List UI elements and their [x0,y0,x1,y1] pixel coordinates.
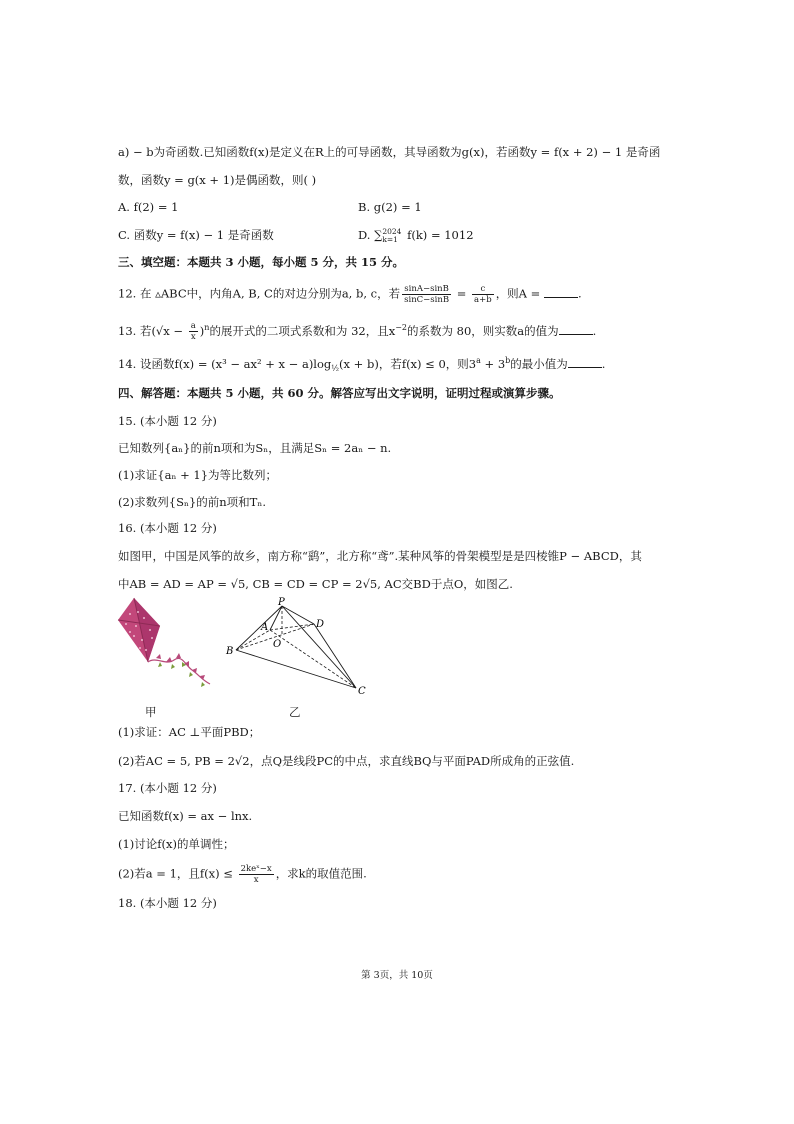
q13-post2: 的系数为 80，则实数a的值为 [407,323,559,338]
q14-sup-b: b [505,356,511,365]
figure-label-yi: 乙 [289,705,301,719]
q12-eq: = [453,286,471,301]
q13-pre: 13. 若(√x − [118,323,187,338]
q14-pre: 14. 设函数f(x) = (x³ − ax² + x − a)log [118,356,332,371]
q15-part1: (1)求证{aₙ + 1}为等比数列； [118,468,278,482]
q13-answer-blank [559,323,593,335]
section-3-heading: 三、填空题：本题共 3 小题，每小题 5 分，共 15 分。 [118,255,405,269]
q17-stem: 已知函数f(x) = ax − lnx. [118,809,253,823]
q16-part1: (1)求证：AC ⊥平面PBD； [118,725,261,739]
q13-post: 的展开式的二项式系数和为 32，且x [209,323,396,338]
q13-frac-num: a [190,321,196,332]
q12 [118,284,582,305]
q11-line1: a) − b为奇函数.已知函数f(x)是定义在R上的可导函数，其导函数为g(x)，若函数y = f(x + 2) − 1 是奇函 [118,145,661,159]
point-a: A [261,622,269,633]
q11-option-d [358,227,474,244]
q12-answer-blank [544,286,578,298]
q12-frac2-den: a+b [474,295,492,305]
q13-sup: n [204,323,210,332]
q16-line2: 中AB = AD = AP = √5, CB = CD = CP = 2√5, AC交BD于点O，如图乙. [118,577,513,591]
q12-post: ，则A = [495,286,544,301]
q13 [118,320,596,342]
q17-part1: (1)讨论f(x)的单调性； [118,837,235,851]
q12-pre: 12. 在 ▵ABC中，内角A, B, C的对边分别为a, b, c，若 [118,286,401,301]
q14-answer-blank [568,356,602,368]
q16-heading: 16. (本小题 12 分) [118,521,217,535]
q17-part2 [118,864,367,885]
q11-option-d-pre: D. ∑ [358,228,383,242]
q11-option-a: A. f(2) = 1 [118,200,179,214]
q12-end: . [577,286,582,301]
q16-line1: 如图甲，中国是风筝的故乡，南方称“鹞”，北方称“鸢”.某种风筝的骨架模型是是四棱锥P − ABCD，其 [118,549,642,563]
section-4-heading: 四、解答题：本题共 5 小题，共 60 分。解答应写出文字说明，证明过程或演算步骤。 [118,386,561,400]
q11-option-d-sub: k=1 [382,235,398,244]
q13-close: ) [199,323,205,338]
point-p: P [278,597,285,608]
q14-post: 的最小值为 [510,356,568,371]
q17-part2-post: ，求k的取值范围. [275,866,367,881]
q16-part2: (2)若AC = 5, PB = 2√2，点Q是线段PC的中点，求直线BQ与平面PAD所成角的正弦值. [118,754,575,768]
q11-option-b: B. g(2) = 1 [358,200,422,214]
q14 [118,353,605,377]
point-d: D [316,619,325,630]
pyramid-figure [222,596,382,700]
q14-sub: ½ [331,364,340,374]
q15-part2: (2)求数列{Sₙ}的前n项和Tₙ. [118,495,266,509]
q15-heading: 15. (本小题 12 分) [118,414,217,428]
q14-mid2: + 3 [480,356,506,371]
figure-label-jia: 甲 [145,705,157,719]
q17-heading: 17. (本小题 12 分) [118,781,217,795]
point-c: C [358,686,366,697]
q13-frac-den: x [190,332,196,343]
q14-end: . [601,356,606,371]
q12-frac2-num: c [472,284,494,295]
q14-mid: (x + b)，若f(x) ≤ 0，则3 [339,356,477,371]
q17-frac-num: 2keˣ−x [240,864,272,874]
kite-figure [112,596,222,696]
kite-tail [148,658,210,684]
point-o: O [273,639,282,650]
point-b: B [226,646,234,657]
q17-frac-den: x [253,875,259,885]
q11-option-c: C. 函数y = f(x) − 1 是奇函数 [118,228,274,242]
q15-stem: 已知数列{aₙ}的前n项和为Sₙ，且满足Sₙ = 2aₙ − n. [118,441,392,455]
q11-option-d-post: f(k) = 1012 [403,228,474,242]
q11-option-d-sup: 2024 [382,227,402,236]
q17-part2-pre: (2)若a = 1，且f(x) ≤ [118,866,237,881]
page-footer: 第 3页，共 10页 [361,970,433,981]
q12-frac1-num: sinA−sinB [402,284,451,295]
q18-heading: 18. (本小题 12 分) [118,896,217,910]
q12-frac1-den: sinC−sinB [404,295,450,305]
q14-sup-a: a [476,356,481,365]
q13-end: . [592,323,597,338]
q11-line2: 数，函数y = g(x + 1)是偶函数，则( ) [118,173,317,187]
q13-sup2: −2 [395,323,408,332]
